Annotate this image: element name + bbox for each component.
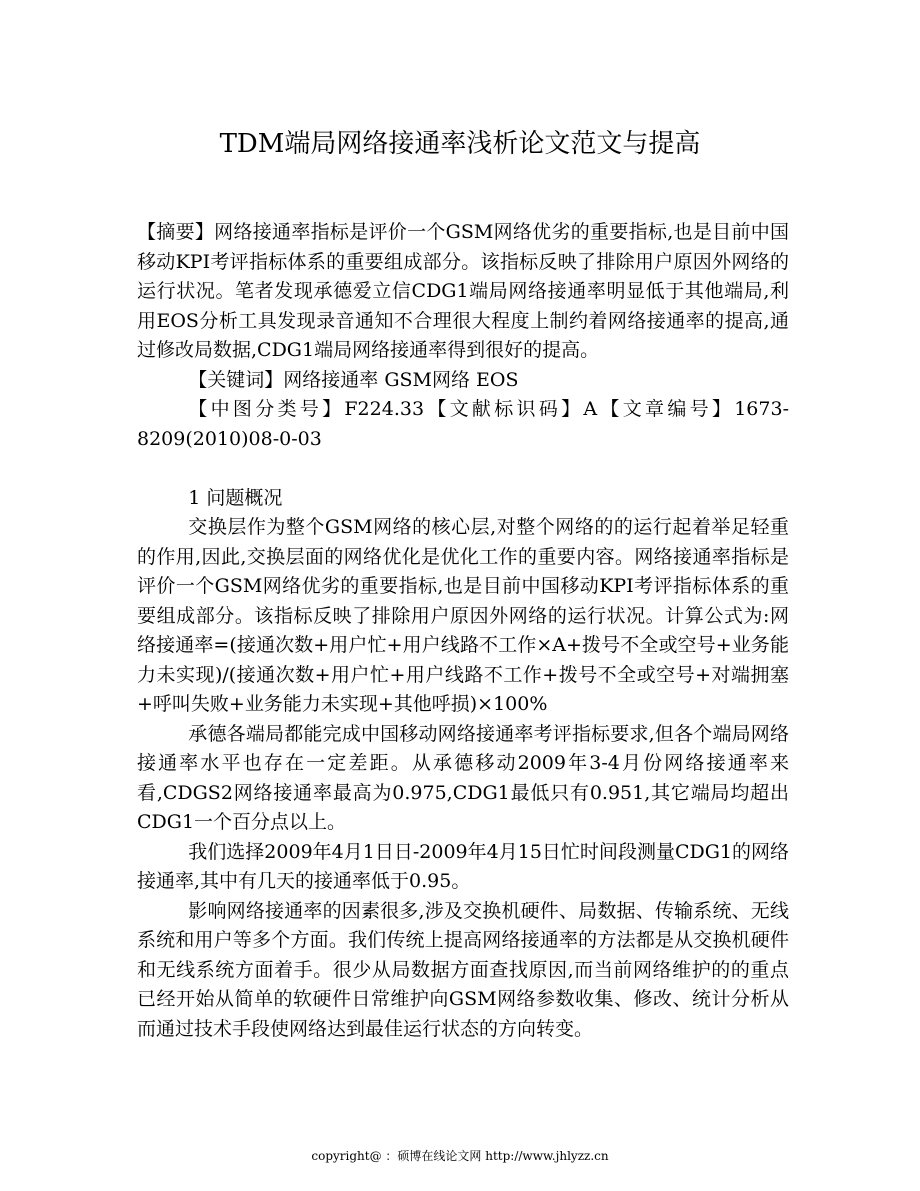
copyright-footer: copyright@ ：硕博在线论文网 http://www.jhlyzz.cn xyxy=(311,1149,609,1163)
section-heading: 1 问题概况 xyxy=(188,486,283,509)
keywords-line: 【关键词】网络接通率 GSM网络 EOS xyxy=(188,368,519,391)
document-body xyxy=(137,218,789,1044)
body-paragraph: 我们选择2009年4月1日日-2009年4月15日忙时间段测量CDG1的网络接通率,其中有几天的接通率低于0.95。 xyxy=(137,840,789,892)
document-title: TDM端局网络接通率浅析论文范文与提高 xyxy=(219,129,701,159)
body-paragraph: 影响网络接通率的因素很多,涉及交换机硬件、局数据、传输系统、无线系统和用户等多个方面。我们传统上提高网络接通率的方法都是从交换机硬件和无线系统方面着手。很少从局数据方面查找原因,而当前网络维护的的重点已经开始从简单的软硬件日常维护向GSM网络参数收集、修改、统计分析从而通过技术手段使网络达到最佳运行状态的方向转变。 xyxy=(137,899,789,1040)
body-paragraph: 交换层作为整个GSM网络的核心层,对整个网络的的运行起着举足轻重的作用,因此,交换层面的网络优化是优化工作的重要内容。网络接通率指标是评价一个GSM网络优劣的重要指标,也是目前中国移动KPI考评指标体系的重要组成部分。该指标反映了排除用户原因外网络的运行状况。计算公式为:网络接通率=(接通次数+用户忙+用户线路不工作×A+拨号不全或空号+业务能力未实现)/(接通次数+用户忙+用户线路不工作+拨号不全或空号+对端拥塞+呼叫失败+业务能力未实现+其他呼损)×100% xyxy=(137,516,789,715)
body-paragraph: 承德各端局都能完成中国移动网络接通率考评指标要求,但各个端局网络接通率水平也存在一定差距。从承德移动2009年3-4月份网络接通率来看,CDGS2网络接通率最高为0.975,CDG1最低只有0.951,其它端局均超出CDG1一个百分点以上。 xyxy=(137,722,789,833)
classification-line: 【中图分类号】F224.33【文献标识码】A【文章编号】1673-8209(2010)08-0-03 xyxy=(137,398,789,450)
spacer xyxy=(137,454,789,484)
abstract-paragraph: 【摘要】网络接通率指标是评价一个GSM网络优劣的重要指标,也是目前中国移动KPI考评指标体系的重要组成部分。该指标反映了排除用户原因外网络的运行状况。笔者发现承德爱立信CDG1端局网络接通率明显低于其他端局,利用EOS分析工具发现录音通知不合理很大程度上制约着网络接通率的提高,通过修改局数据,CDG1端局网络接通率得到很好的提高。 xyxy=(137,221,789,361)
